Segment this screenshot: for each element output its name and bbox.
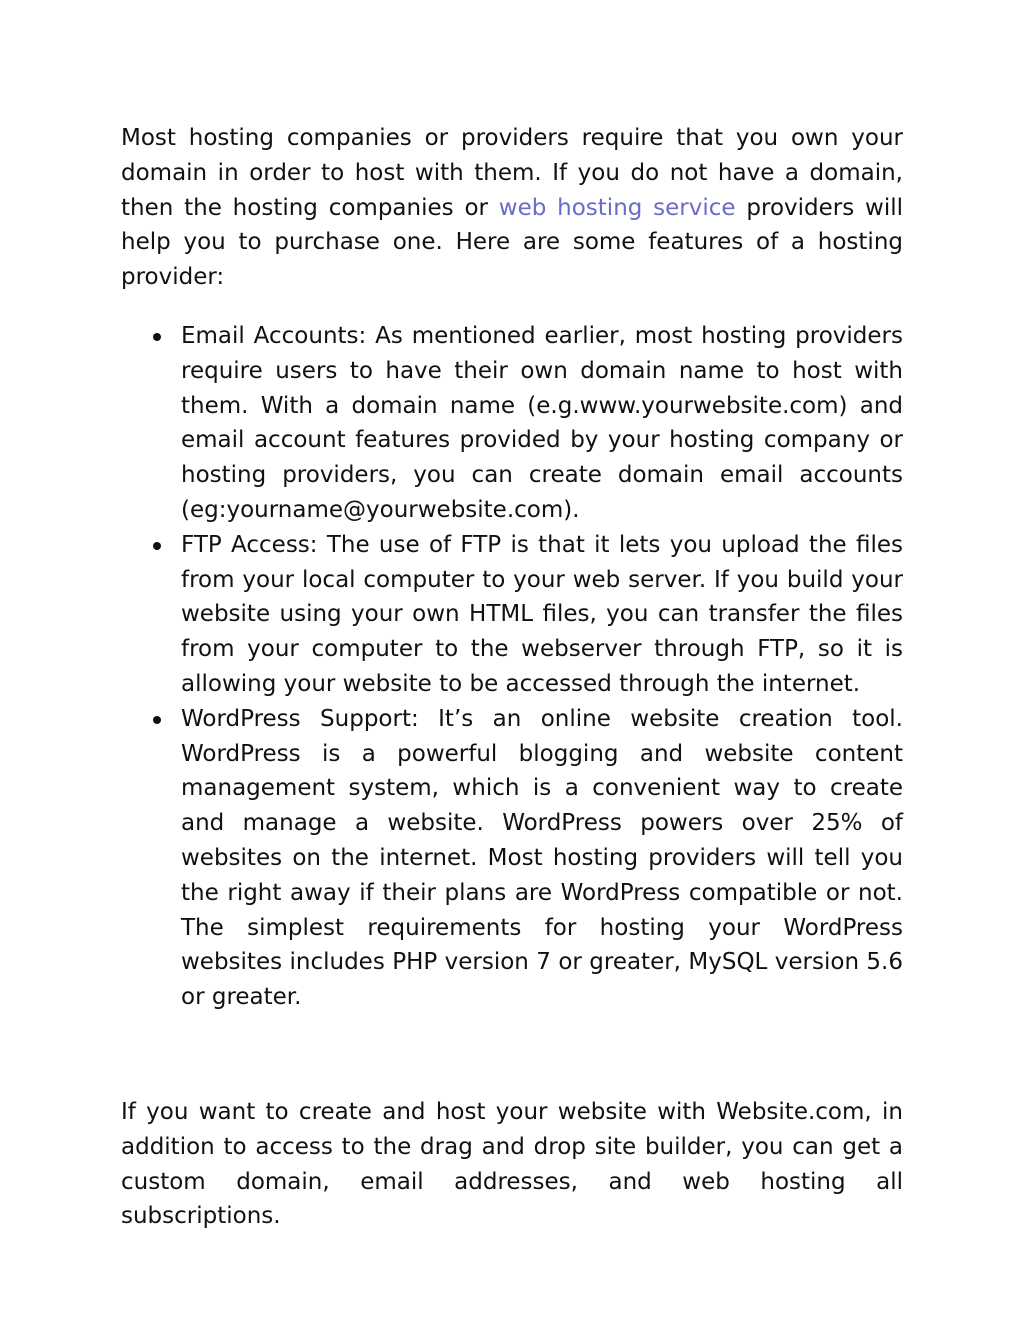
list-item-text: FTP Access: The use of FTP is that it lets you upload the files from your local computer to your web server. If you build your website using your own HTML files, you can transfer the files from your computer to the webserver through FTP, so it is allowing your website to be accessed through the internet. xyxy=(181,531,903,697)
list-item-email-accounts xyxy=(181,319,903,528)
intro-text-after-link: providers will help you to purchase one. Here are some features of a hosting provider: xyxy=(121,194,903,291)
section-spacer xyxy=(121,1015,903,1095)
closing-paragraph: If you want to create and host your website with Website.com, in addition to access to the drag and drop site builder, you can get a custom domain, email addresses, and web hosting all subscriptions. xyxy=(121,1098,903,1230)
list-item-wordpress-support xyxy=(181,702,903,1015)
bullet-icon xyxy=(153,333,161,341)
features-list xyxy=(121,319,903,1015)
bullet-icon xyxy=(153,716,161,724)
intro-text-before-link: Most hosting companies or providers require that you own your domain in order to host with them. If you do not have a domain, then the hosting companies or xyxy=(121,125,903,221)
list-item-ftp-access xyxy=(181,528,903,702)
intro-paragraph xyxy=(121,121,903,295)
list-item-text: WordPress Support: It’s an online website creation tool. WordPress is a powerful blogging and website content management system, which is a convenient way to create and manage a website. WordPress powers over 25% of websites on the internet. Most hosting providers will tell you the right away if their plans are WordPress compatible or not. The simplest requirements for hosting your WordPress websites includes PHP version 7 or greater, MySQL version 5.6 or greater. xyxy=(181,705,903,1011)
list-item-text: Email Accounts: As mentioned earlier, most hosting providers require users to have their own domain name to host with them. With a domain name (e.g.www.yourwebsite.com) and email account features provided by your hosting company or hosting providers, you can create domain email accounts (eg:yourname@yourwebsite.com). xyxy=(181,322,903,523)
document-page xyxy=(121,121,903,1234)
web-hosting-service-link[interactable]: web hosting service xyxy=(498,194,736,221)
bullet-icon xyxy=(153,542,161,550)
